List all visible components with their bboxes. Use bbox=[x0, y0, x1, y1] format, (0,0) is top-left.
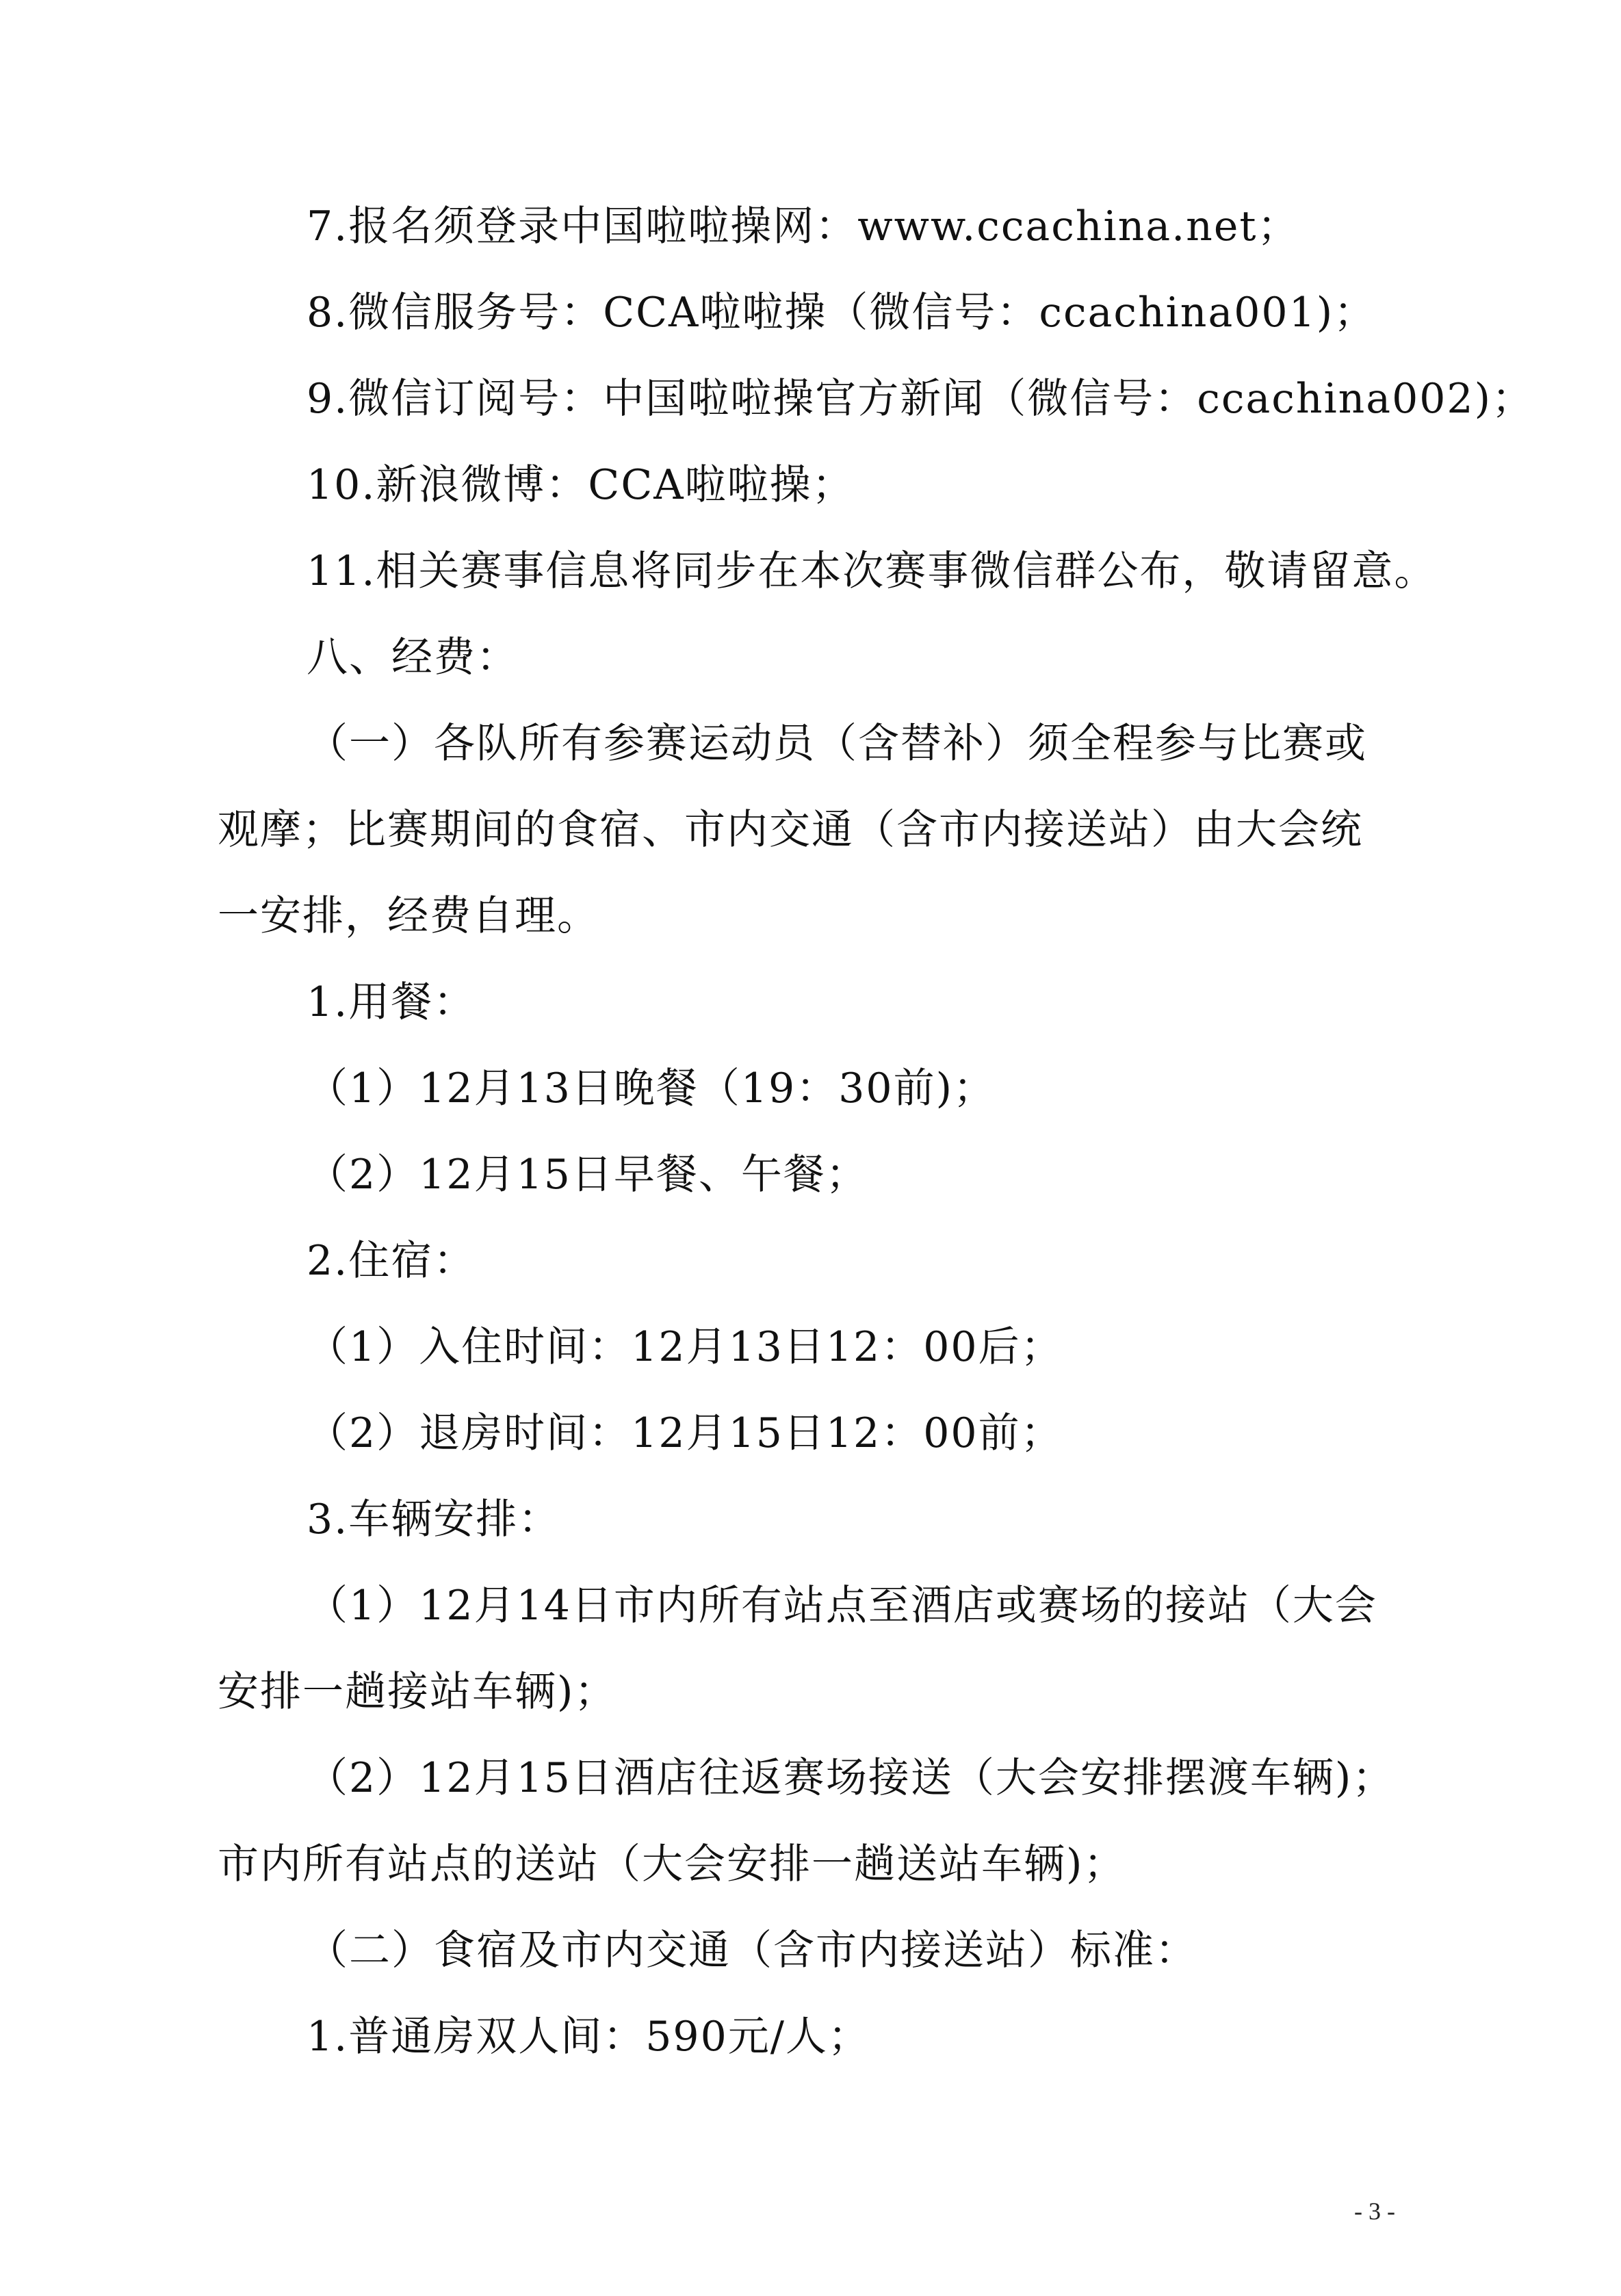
paragraph-line: 8.微信服务号：CCA啦啦操（微信号：ccachina001)； bbox=[307, 289, 1377, 337]
paragraph-line: （2）12月15日酒店往返赛场接送（大会安排摆渡车辆)； bbox=[307, 1754, 1395, 1802]
paragraph-line: （1）入住时间：12月13日12：00后； bbox=[307, 1323, 1063, 1371]
paragraph-line: 11.相关赛事信息将同步在本次赛事微信群公布，敬请留意。 bbox=[307, 547, 1437, 595]
paragraph-line: 7.报名须登录中国啦啦操网：www.ccachina.net； bbox=[307, 203, 1300, 250]
section-heading: 八、经费： bbox=[307, 634, 519, 681]
page-number: - 3 - bbox=[1354, 2197, 1395, 2225]
paragraph-line: （2）12月15日早餐、午餐； bbox=[307, 1151, 868, 1199]
paragraph-line: 安排一趟接站车辆)； bbox=[218, 1668, 617, 1716]
paragraph-line: （2）退房时间：12月15日12：00前； bbox=[307, 1409, 1063, 1457]
paragraph-line: 9.微信订阅号：中国啦啦操官方新闻（微信号：ccachina002)； bbox=[307, 375, 1535, 423]
subsection-heading: 3.车辆安排： bbox=[307, 1496, 561, 1543]
subsection-heading: 2.住宿： bbox=[307, 1237, 476, 1285]
paragraph-line: 一安排，经费自理。 bbox=[218, 892, 599, 940]
document-body bbox=[218, 183, 1535, 2080]
paragraph-line: （一）各队所有参赛运动员（含替补）须全程参与比赛或 bbox=[307, 720, 1367, 768]
paragraph-line: （1）12月13日晚餐（19：30前)； bbox=[307, 1065, 996, 1112]
paragraph-line: （1）12月14日市内所有站点至酒店或赛场的接站（大会 bbox=[307, 1582, 1377, 1630]
paragraph-line: 观摩；比赛期间的食宿、市内交通（含市内接送站）由大会统 bbox=[218, 806, 1363, 854]
paragraph-line: 1.普通房双人间：590元/人； bbox=[307, 2013, 870, 2061]
paragraph-line: 10.新浪微博：CCA啦啦操； bbox=[307, 461, 855, 509]
subsection-heading: 1.用餐： bbox=[307, 978, 476, 1026]
paragraph-line: 市内所有站点的送站（大会安排一趟送站车辆)； bbox=[218, 1840, 1126, 1888]
paragraph-line: （二）食宿及市内交通（含市内接送站）标准： bbox=[307, 1927, 1197, 1974]
